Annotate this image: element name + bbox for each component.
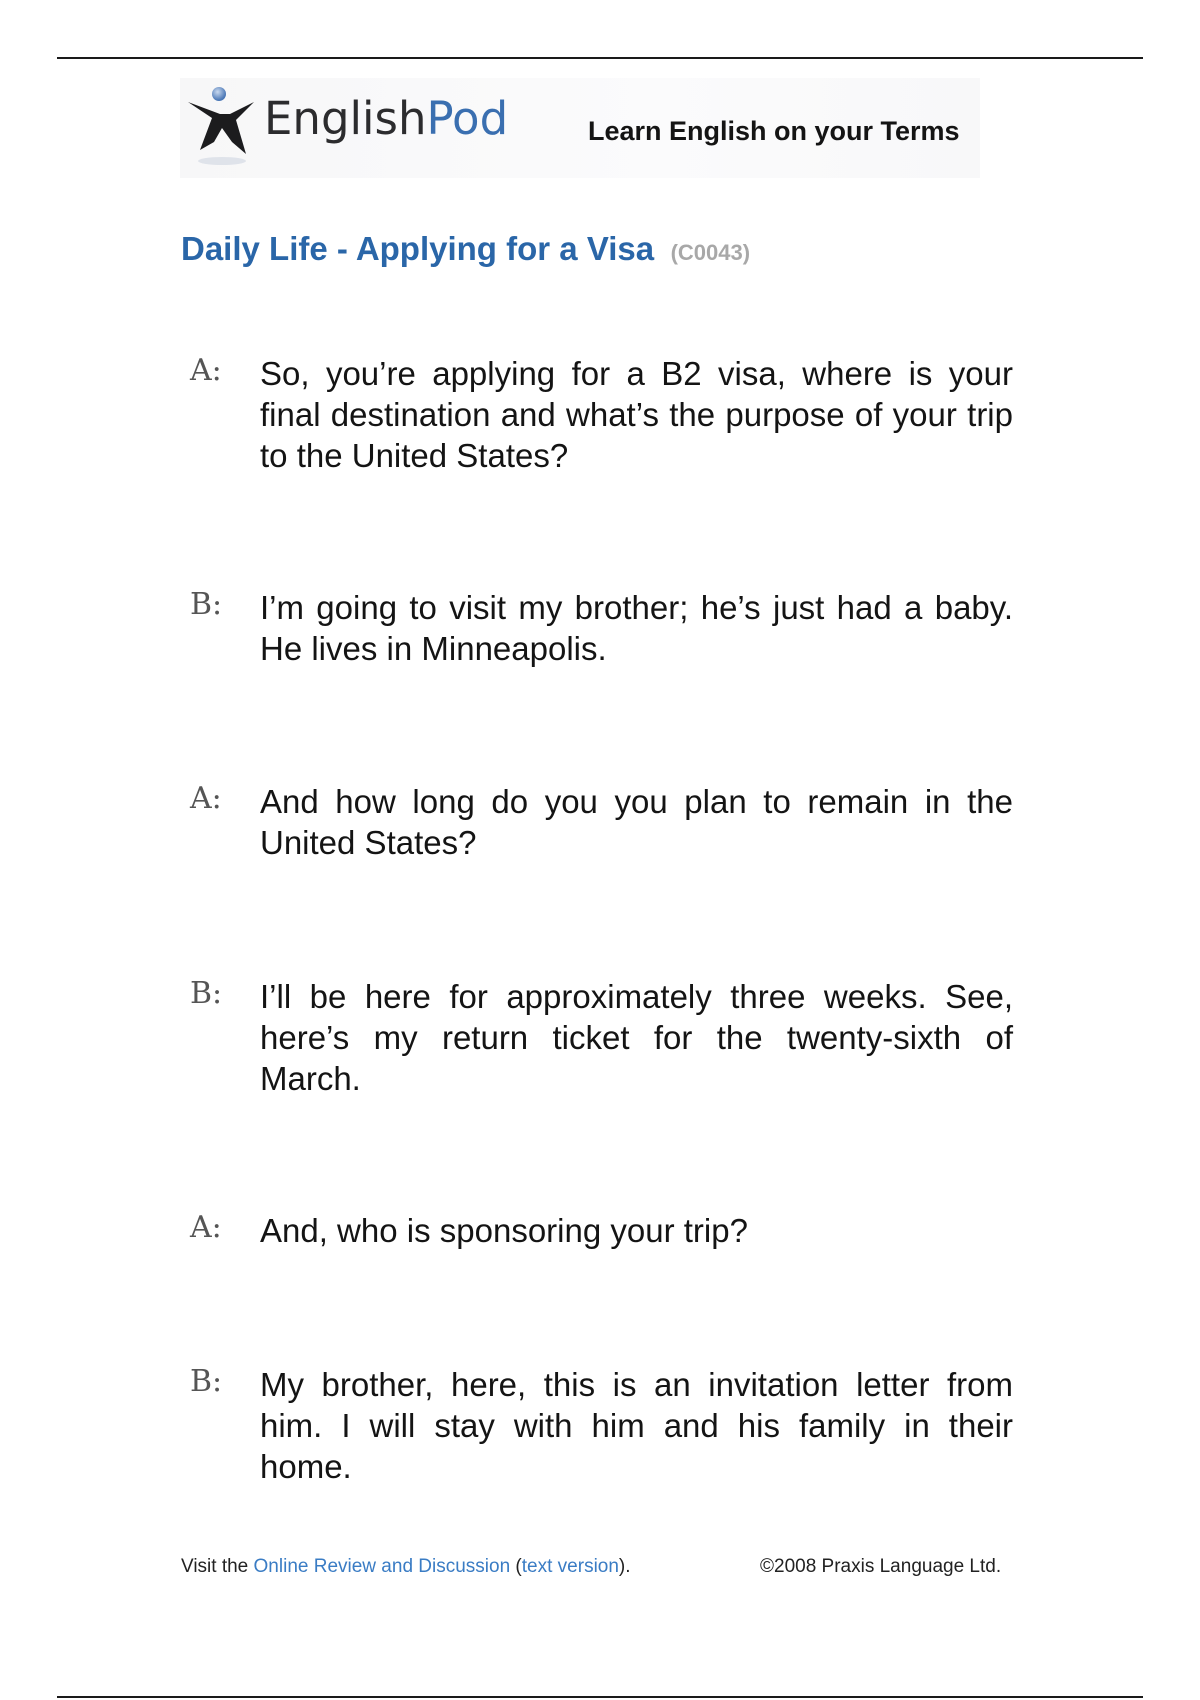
copyright-notice: ©2008 Praxis Language Ltd. [760, 1556, 1002, 1577]
speaker-label: B: [190, 587, 223, 622]
footer-visit-text [181, 1556, 631, 1578]
brand-name-pod: Pod [426, 92, 509, 145]
lesson-title: Daily Life - Applying for a Visa [181, 230, 655, 267]
page-header [180, 78, 980, 178]
dialogue-text: I’ll be here for approximately three weeks. See, here’s my return ticket for the twenty-sixth of March. [260, 978, 1013, 1097]
speaker-label: B: [190, 1364, 223, 1399]
footer-paren-close: ). [618, 1556, 631, 1577]
bottom-rule [57, 1696, 1143, 1698]
footer-visit-prefix: Visit the [181, 1556, 254, 1577]
dialogue-text: And how long do you you plan to remain in the United States? [260, 783, 1013, 861]
dialogue-text: I’m going to visit my brother; he’s just had a baby. He lives in Minneapolis. [260, 589, 1013, 667]
lesson-code: (C0043) [670, 240, 751, 265]
speaker-label: A: [190, 1210, 222, 1245]
text-version-link[interactable]: text version [521, 1556, 619, 1577]
brand-name [264, 92, 508, 145]
dialogue-text: And, who is sponsoring your trip? [260, 1212, 748, 1249]
dialogue-text: My brother, here, this is an invitation letter from him. I will stay with him and his family in their home. [260, 1366, 1013, 1485]
englishpod-logo-icon [186, 84, 256, 168]
speaker-label: B: [190, 976, 223, 1011]
online-review-link[interactable]: Online Review and Discussion [253, 1556, 511, 1577]
lesson-title-row [181, 230, 750, 268]
footer-paren-open: ( [510, 1556, 522, 1577]
top-rule [57, 57, 1143, 59]
speaker-label: A: [190, 353, 222, 388]
dialogue-text: So, you’re applying for a B2 visa, where is your final destination and what’s the purpose of your trip to the United States? [260, 355, 1013, 474]
tagline: Learn English on your Terms [588, 116, 960, 146]
brand-name-english: English [264, 92, 427, 145]
speaker-label: A: [190, 781, 222, 816]
